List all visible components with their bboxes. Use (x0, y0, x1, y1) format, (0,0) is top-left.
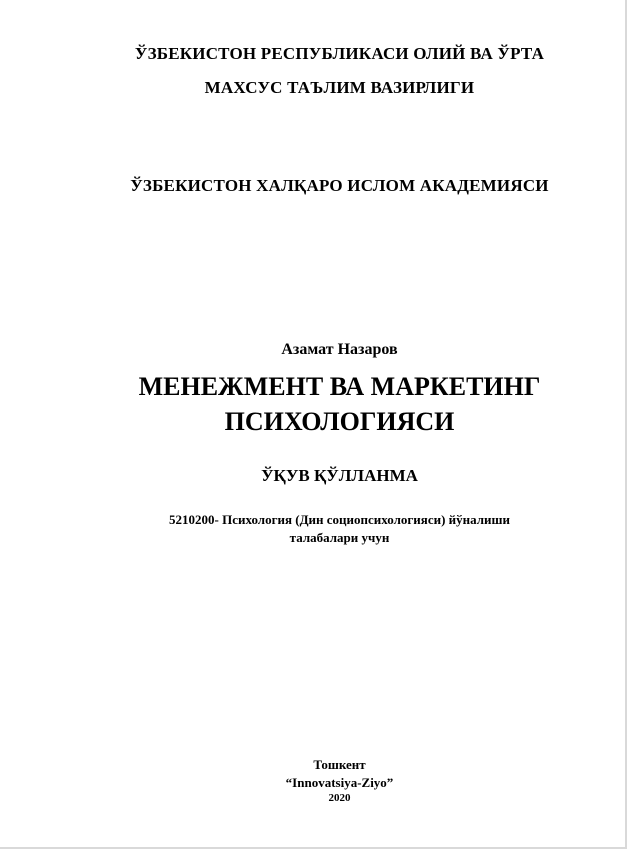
imprint-year: 2020 (328, 792, 351, 804)
book-type: ЎҚУВ ҚЎЛЛАНМА (261, 466, 418, 485)
direction-line-1: 5210200- Психология (Дин социопсихологияси) йўналиши (169, 512, 510, 527)
imprint-publisher: “Innovatsiya-Ziyo” (285, 775, 394, 790)
ministry-line-1: ЎЗБЕКИСТОН РЕСПУБЛИКАСИ ОЛИЙ ВА ЎРТА (134, 44, 545, 63)
imprint-city: Тошкент (313, 757, 366, 772)
academy-name: ЎЗБЕКИСТОН ХАЛҚАРО ИСЛОМ АКАДЕМИЯСИ (130, 176, 549, 195)
book-title-line-1: МЕНЕЖМЕНТ ВА МАРКЕТИНГ (138, 372, 541, 401)
book-title-line-2: ПСИХОЛОГИЯСИ (224, 407, 455, 436)
ministry-line-2: МАХСУС ТАЪЛИМ ВАЗИРЛИГИ (204, 78, 475, 97)
author-name: Азамат Назаров (281, 341, 398, 358)
direction-line-2: талабалари учун (289, 530, 390, 545)
